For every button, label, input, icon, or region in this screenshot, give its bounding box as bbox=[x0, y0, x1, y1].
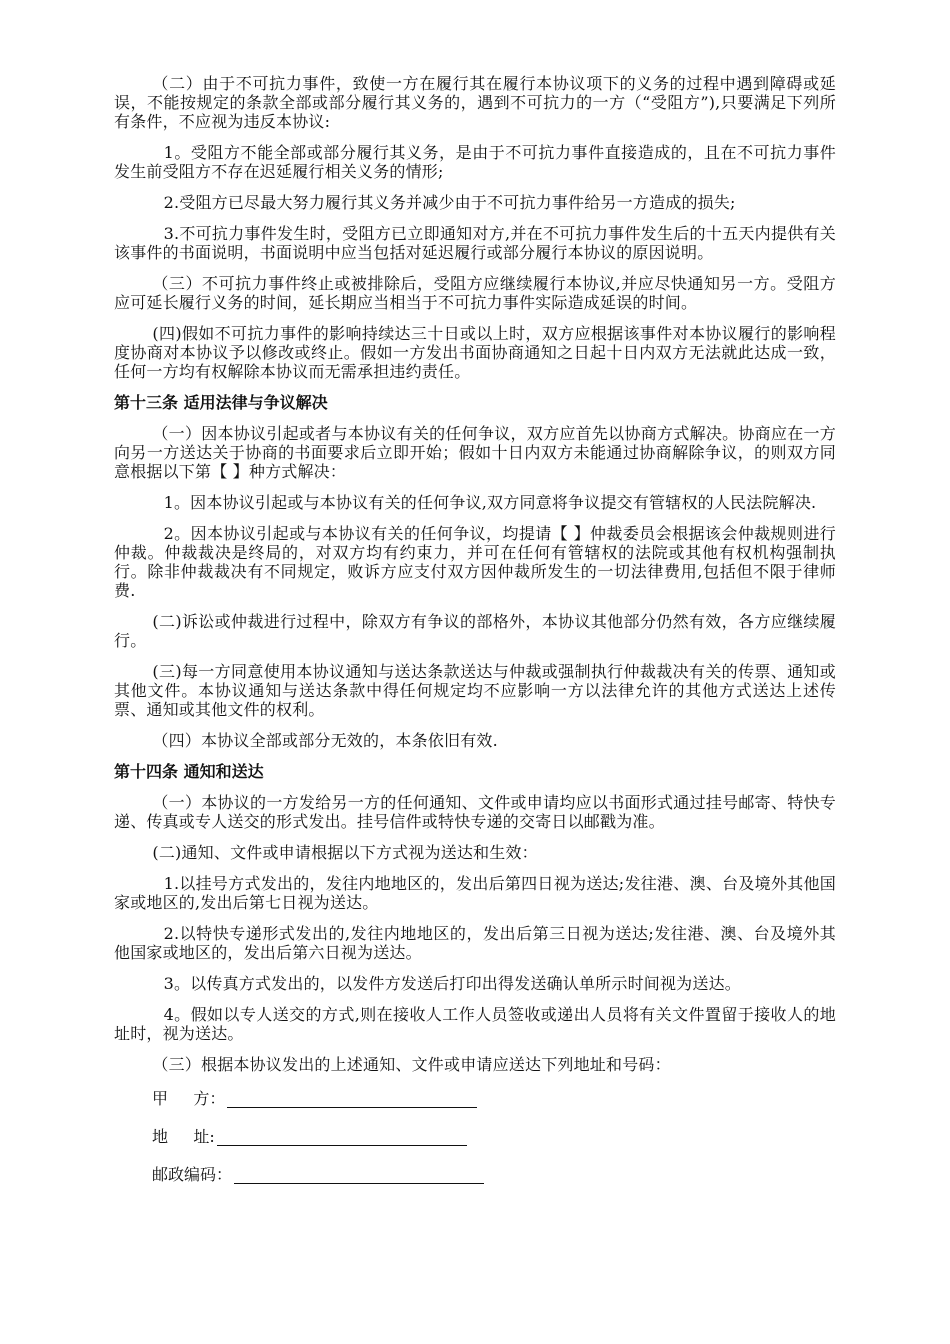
postcode-field bbox=[114, 1162, 836, 1184]
paragraph-notice-method-4: 4。假如以专人送交的方式,则在接收人工作人员签收或递出人员将有关文件置留于接收人的地址时，视为送达。 bbox=[114, 1005, 836, 1043]
article-13-heading: 第十三条 适用法律与争议解决 bbox=[114, 393, 328, 412]
party-a-field bbox=[114, 1086, 836, 1108]
address-label: 地 址: bbox=[152, 1127, 215, 1146]
paragraph-notice-method-3: 3。以传真方式发出的，以发件方发送后打印出得发送确认单所示时间视为送达。 bbox=[163, 974, 741, 993]
paragraph-notice-2: (二)通知、文件或申请根据以下方式视为送达和生效： bbox=[152, 843, 538, 862]
postcode-label: 邮政编码： bbox=[152, 1165, 233, 1184]
paragraph-dispute-option-2: 2。因本协议引起或与本协议有关的任何争议，均提请【 】仲裁委员会根据该会仲裁规则进行仲裁。仲裁裁决是终局的，对双方均有约束力，并可在任何有管辖权的法院或其他有权机构强制执行。除非仲裁裁决有不同规定，败诉方应支付双方因仲裁所发生的一切法律费用,包括但不限于律师费. bbox=[114, 524, 836, 600]
paragraph-condition-2: 2.受阻方已尽最大努力履行其义务并减少由于不可抗力事件给另一方造成的损失; bbox=[163, 193, 736, 212]
paragraph-dispute-option-1: 1。因本协议引起或与本协议有关的任何争议,双方同意将争议提交有管辖权的人民法院解决. bbox=[163, 493, 817, 512]
address-blank-line[interactable] bbox=[217, 1127, 467, 1146]
article-14-heading: 第十四条 通知和送达 bbox=[114, 762, 264, 781]
paragraph-dispute-3: (三)每一方同意使用本协议通知与送达条款送达与仲裁或强制执行仲裁裁决有关的传票、通知或其他文件。本协议通知与送达条款中得任何规定均不应影响一方以法律允许的其他方式送达上述传票、通知或其他文件的权利。 bbox=[114, 662, 836, 719]
postcode-blank-line[interactable] bbox=[234, 1165, 484, 1184]
paragraph-condition-1: 1。受阻方不能全部或部分履行其义务，是由于不可抗力事件直接造成的，且在不可抗力事件发生前受阻方不存在迟延履行相关义务的情形; bbox=[114, 143, 836, 181]
paragraph-condition-3: 3.不可抗力事件发生时，受阻方已立即通知对方,并在不可抗力事件发生后的十五天内提供有关该事件的书面说明，书面说明中应当包括对延迟履行或部分履行本协议的原因说明。 bbox=[114, 224, 836, 262]
address-field bbox=[114, 1124, 836, 1146]
paragraph-notice-method-2: 2.以特快专递形式发出的,发往内地地区的，发出后第三日视为送达;发往港、澳、台及境外其他国家或地区的，发出后第六日视为送达。 bbox=[114, 924, 836, 962]
paragraph-force-majeure-3: （三）不可抗力事件终止或被排除后，受阻方应继续履行本协议,并应尽快通知另一方。受阻方应可延长履行义务的时间，延长期应当相当于不可抗力事件实际造成延误的时间。 bbox=[114, 274, 836, 312]
paragraph-force-majeure-2: （二）由于不可抗力事件，致使一方在履行其在履行本协议项下的义务的过程中遇到障碍或延误，不能按规定的条款全部或部分履行其义务的，遇到不可抗力的一方（“受阻方”),只要满足下列所有条件，不应视为违反本协议: bbox=[114, 74, 836, 131]
paragraph-notice-method-1: 1.以挂号方式发出的，发往内地地区的，发出后第四日视为送达;发往港、澳、台及境外其他国家或地区的,发出后第七日视为送达。 bbox=[114, 874, 836, 912]
party-a-label: 甲 方： bbox=[152, 1089, 226, 1108]
paragraph-dispute-1: （一）因本协议引起或者与本协议有关的任何争议，双方应首先以协商方式解决。协商应在一方向另一方送达关于协商的书面要求后立即开始；假如十日内双方未能通过协商解除争议，的则双方同意根据以下第【 】种方式解决： bbox=[114, 424, 836, 481]
paragraph-dispute-4: （四）本协议全部或部分无效的，本条依旧有效. bbox=[152, 731, 498, 750]
paragraph-force-majeure-4: (四)假如不可抗力事件的影响持续达三十日或以上时，双方应根据该事件对本协议履行的影响程度协商对本协议予以修改或终止。假如一方发出书面协商通知之日起十日内双方无法就此达成一致，任何一方均有权解除本协议而无需承担违约责任。 bbox=[114, 324, 836, 381]
paragraph-notice-1: （一）本协议的一方发给另一方的任何通知、文件或申请均应以书面形式通过挂号邮寄、特快专递、传真或专人送交的形式发出。挂号信件或特快专递的交寄日以邮戳为准。 bbox=[114, 793, 836, 831]
paragraph-notice-3: （三）根据本协议发出的上述通知、文件或申请应送达下列地址和号码： bbox=[152, 1055, 671, 1074]
paragraph-dispute-2: (二)诉讼或仲裁进行过程中，除双方有争议的部格外，本协议其他部分仍然有效，各方应继续履行。 bbox=[114, 612, 836, 650]
party-a-blank-line[interactable] bbox=[227, 1089, 477, 1108]
